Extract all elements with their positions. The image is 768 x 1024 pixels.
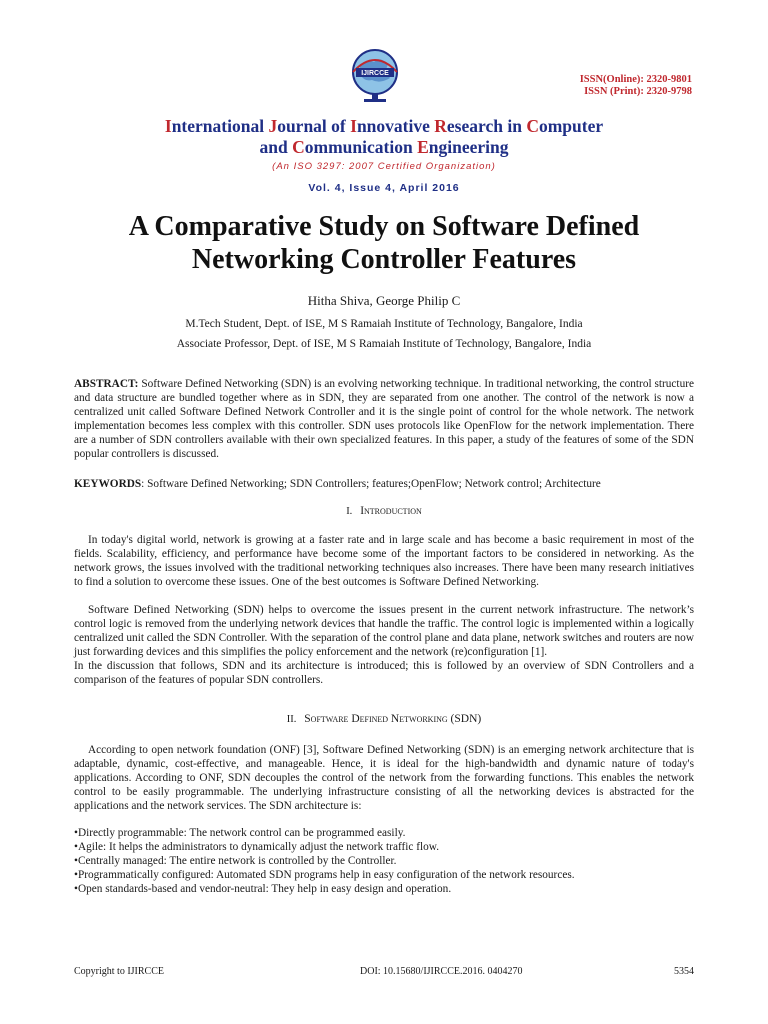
list-item: •Programmatically configured: Automated SDN programs help in easy configuration of the network resources. [74, 869, 575, 881]
logo-text: IJIRCCE [361, 70, 389, 77]
footer-copyright: Copyright to IJIRCCE [74, 966, 165, 977]
list-item: •Open standards-based and vendor-neutral: They help in easy design and operation. [74, 883, 452, 895]
section-heading-sdn: II. Software Defined Networking (SDN) [286, 713, 482, 725]
section-heading-introduction: I. Introduction [346, 505, 422, 517]
intro-paragraph-1: In today's digital world, network is growing at a faster rate and in large scale and has become a basic requirement in most of the fields. Scalability, efficiency, and performance have become some of the important factors to be considered in networking. As the network grows, the issues involved with the traditional networking techniques also increases. There have been many research initiatives to find a solution to overcome these issues. One of the best outcomes is Software Defined Networking. [74, 534, 694, 588]
issn-online: ISSN(Online): 2320-9801 [579, 74, 692, 85]
abstract-label: ABSTRACT: [74, 378, 139, 390]
volume-info: Vol. 4, Issue 4, April 2016 [308, 182, 460, 194]
footer-doi: DOI: 10.15680/IJIRCCE.2016. 0404270 [360, 966, 523, 977]
sdn-feature-list [74, 826, 694, 896]
keywords [74, 477, 694, 491]
keywords-text: : Software Defined Networking; SDN Controllers; features;OpenFlow; Network control; Architecture [141, 478, 601, 490]
journal-logo [344, 44, 406, 106]
certification-note: (An ISO 3297: 2007 Certified Organization) [272, 161, 496, 172]
abstract [74, 377, 694, 461]
intro-paragraph-2: Software Defined Networking (SDN) helps to overcome the issues present in the current network infrastructure. The network’s control logic is removed from the underlying network devices that handle the traffic. The control logic is implemented within a logically centralized unit called the SDN Controller. With the separation of the control plane and data plane, network switches and routers are now just forwarding devices and this simplifies the policy enforcement and the network (re)configuration [1]. [74, 604, 694, 658]
intro-paragraph-3: In the discussion that follows, SDN and its architecture is introduced; this is followed by an overview of SDN Controllers and a comparison of the features of popular SDN controllers. [74, 660, 694, 686]
footer-page-number: 5354 [674, 966, 694, 977]
paper-title-line2: Networking Controller Features [191, 244, 577, 275]
list-item: •Agile: It helps the administrators to dynamically adjust the network traffic flow. [74, 841, 440, 853]
affiliation-2: Associate Professor, Dept. of ISE, M S Ramaiah Institute of Technology, Bangalore, India [176, 338, 592, 350]
abstract-text: Software Defined Networking (SDN) is an evolving networking technique. In traditional networking, the control structure and data structure are bundled together where as in SDN, they are separated from one another. The control of the network is now a centralized unit called Software Defined Network Controller and it is the single point of control for the whole network. The network implementation becomes less complex with this controller. SDN uses protocols like OpenFlow for the network implementation. There are a number of SDN controllers available with their own specialized features. In this paper, a study of the features of some of the SDN popular controllers is discussed. [74, 378, 694, 460]
authors: Hitha Shiva, George Philip C [307, 293, 461, 308]
keywords-label: KEYWORDS [74, 478, 142, 490]
sdn-paragraph-1: According to open network foundation (ONF) [3], Software Defined Networking (SDN) is an emerging network architecture that is adaptable, dynamic, cost-effective, and manageable. Hence, it is ideal for the high-bandwidth and dynamic nature of today's applications. According to ONF, SDN decouples the control of the network from the forwarding functions. This enables the network control to be easily programmable. The underlying infrastructure consisting of all the networking devices is abstracted for the applications and the network services. The SDN architecture is: [74, 744, 694, 812]
journal-title [60, 116, 708, 158]
paper-title-line1: A Comparative Study on Software Defined [128, 211, 640, 242]
journal-title-line1: International Journal of Innovative Research in Computer [164, 116, 604, 136]
issn-print: ISSN (Print): 2320-9798 [584, 86, 692, 97]
affiliation-1: M.Tech Student, Dept. of ISE, M S Ramaiah Institute of Technology, Bangalore, India [185, 318, 583, 330]
list-item: •Directly programmable: The network control can be programmed easily. [74, 827, 406, 839]
list-item: •Centrally managed: The entire network is controlled by the Controller. [74, 855, 397, 867]
paper-title [60, 210, 708, 276]
journal-title-line2: and Communication Engineering [259, 137, 509, 157]
